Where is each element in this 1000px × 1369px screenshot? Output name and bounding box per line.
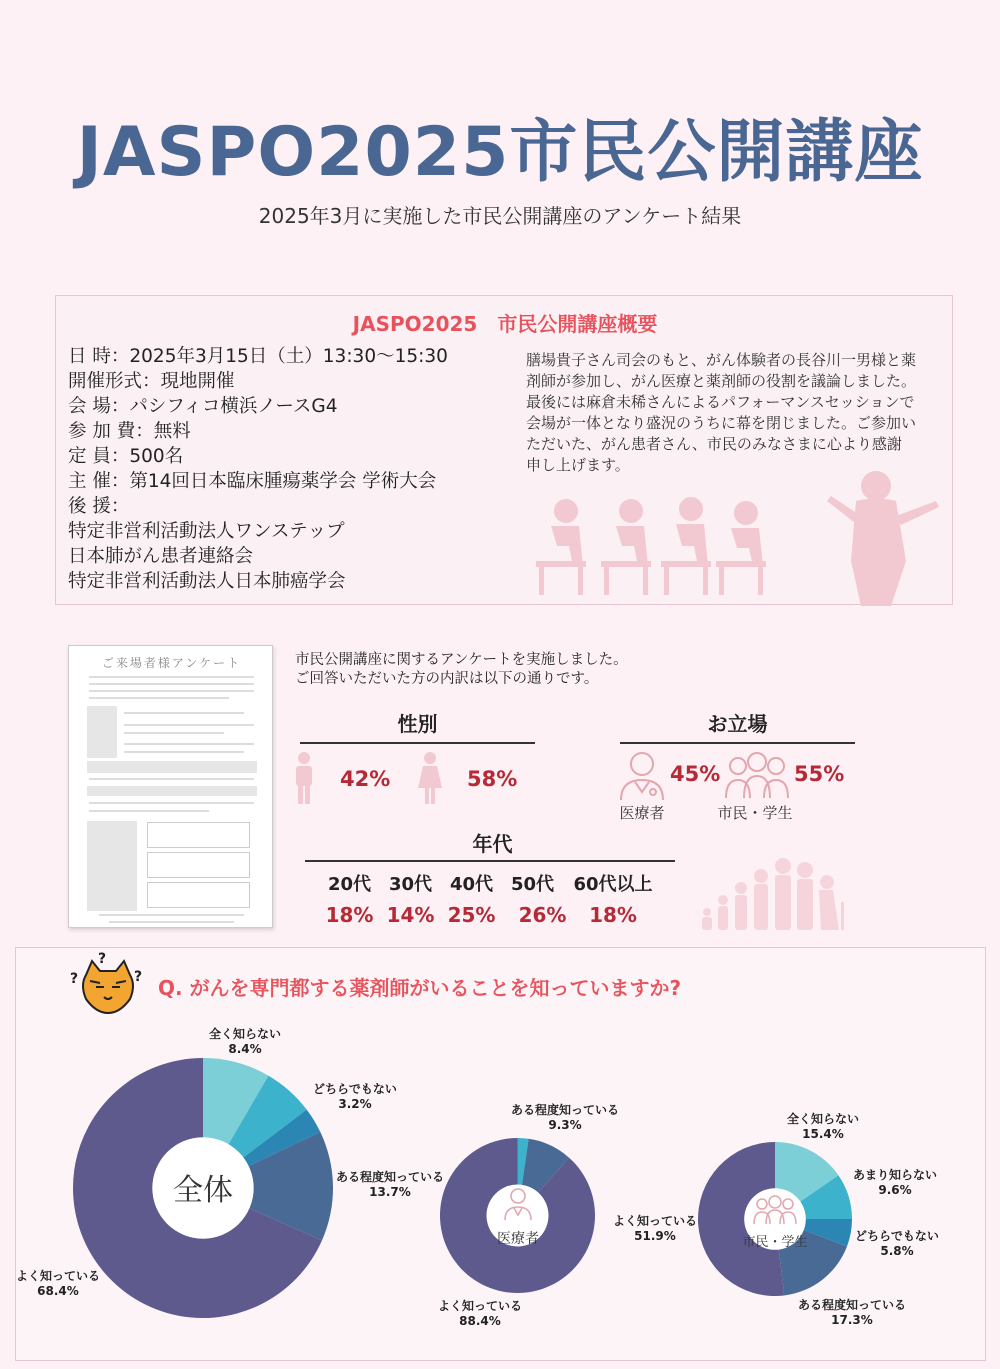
family-center-icon — [752, 1194, 798, 1224]
female-icon — [417, 752, 443, 804]
male-percentage: 42% — [340, 767, 391, 791]
pie-label-citizens-not-much — [835, 1168, 955, 1198]
pie-label-overall-not-at-all — [185, 1027, 305, 1057]
pie-center-label-overall: 全体 — [173, 1173, 233, 1208]
male-icon — [292, 752, 316, 804]
detail-supporter-2: 日本肺がん患者連絡会 — [68, 546, 254, 567]
pie-label-text: よく知っている — [15, 1269, 100, 1283]
pie-label-overall-somewhat — [330, 1170, 450, 1200]
pie-label-citizens-not-at-all — [763, 1112, 883, 1142]
overview-title: JASPO2025 市民公開講座概要 — [352, 312, 658, 336]
pie-label-medical-somewhat — [495, 1103, 635, 1133]
cat-question-icon — [68, 953, 148, 1017]
pie-label-pct: 9.6% — [878, 1183, 912, 1197]
pie-label-text: ある程度知っている — [335, 1170, 444, 1184]
detail-fee: 参 加 費：無料 — [68, 421, 191, 442]
age-label-40s: 40代 — [449, 874, 494, 895]
detail-support-heading: 後 援： — [68, 496, 130, 517]
pie-label-citizens-neither — [837, 1229, 957, 1259]
pie-label-text: どちらでもない — [313, 1082, 397, 1096]
pie-label-pct: 51.9% — [634, 1229, 676, 1243]
overview-description: 膳場貴子さん司会のもと、がん体験者の長谷川一男様と薬剤師が参加し、がん医療と薬剤師の役割を議論しました。最後には麻倉未稀さんによるパフォーマンスセッションで会場が一体となり盛況のうちに幕を閉じました。ご参加いただいた、がん患者さん、市民のみなさまに心より感謝申し上げます。 — [526, 351, 917, 474]
pie-label-text: あまり知らない — [852, 1168, 937, 1182]
pie-label-pct: 68.4% — [37, 1284, 79, 1298]
citizen-label: 市民・学生 — [717, 804, 793, 822]
svg-text:?: ? — [70, 971, 79, 987]
svg-text:?: ? — [134, 969, 143, 985]
pie-label-pct: 5.8% — [880, 1244, 914, 1258]
age-heading-rule — [305, 860, 675, 862]
survey-intro-line-1: 市民公開講座に関するアンケートを実施しました。 — [295, 652, 628, 668]
page-subtitle: 2025年3月に実施した市民公開講座のアンケート結果 — [258, 204, 742, 228]
pie-label-overall-well — [3, 1269, 113, 1299]
age-pct-60s-plus: 18% — [589, 903, 637, 927]
pie-label-text: ある程度知っている — [510, 1103, 619, 1117]
age-pct-50s: 26% — [518, 903, 567, 927]
female-percentage: 58% — [467, 767, 518, 791]
family-icon — [724, 750, 790, 798]
survey-form-thumbnail — [68, 645, 273, 928]
svg-text:?: ? — [98, 951, 107, 967]
pie-label-text: よく知っている — [437, 1299, 522, 1313]
doctor-icon — [617, 748, 667, 800]
pie-label-text: よく知っている — [612, 1214, 697, 1228]
doctor-center-icon — [502, 1186, 534, 1220]
age-heading: 年代 — [472, 832, 513, 856]
pie-label-pct: 88.4% — [459, 1314, 501, 1328]
panel-discussion-illustration — [531, 461, 951, 606]
age-pct-40s: 25% — [447, 903, 496, 927]
pie-label-pct: 13.7% — [369, 1185, 411, 1199]
age-pct-30s: 14% — [386, 903, 435, 927]
pie-label-text: どちらでもない — [855, 1229, 939, 1243]
question-text: Q. がんを専門都する薬剤師がいることを知っていますか? — [158, 976, 682, 1000]
gender-heading: 性別 — [397, 712, 438, 736]
detail-capacity: 定 員：500名 — [68, 446, 184, 467]
age-label-30s: 30代 — [388, 874, 433, 895]
pie-center-label-citizens: 市民・学生 — [742, 1235, 808, 1250]
position-heading-rule — [620, 742, 855, 744]
pie-label-text: ある程度知っている — [797, 1298, 906, 1312]
pie-label-text: 全く知らない — [208, 1027, 281, 1041]
pie-label-pct: 8.4% — [228, 1042, 262, 1056]
pie-center-label-medical: 医療者 — [497, 1231, 539, 1247]
age-label-20s: 20代 — [327, 874, 372, 895]
pie-label-medical-well — [420, 1299, 540, 1329]
pie-label-pct: 15.4% — [802, 1127, 844, 1141]
detail-format: 開催形式：現地開催 — [68, 371, 235, 392]
survey-form-title: ご来場者様アンケート — [101, 656, 242, 670]
position-heading: お立場 — [707, 712, 768, 736]
age-pct-20s: 18% — [325, 903, 374, 927]
pie-label-overall-neither — [295, 1082, 415, 1112]
detail-supporter-1: 特定非営利活動法人ワンステップ — [68, 521, 345, 542]
pie-label-pct: 9.3% — [548, 1118, 582, 1132]
age-label-50s: 50代 — [510, 874, 555, 895]
detail-supporter-3: 特定非営利活動法人日本肺癌学会 — [68, 571, 346, 592]
pie-label-pct: 3.2% — [338, 1097, 372, 1111]
age-label-60s-plus: 60代以上 — [573, 874, 653, 895]
pie-label-citizens-somewhat — [782, 1298, 922, 1328]
survey-intro-line-2: ご回答いただいた方の内訳は以下の通りです。 — [295, 671, 599, 687]
medical-percentage: 45% — [670, 762, 721, 786]
citizen-percentage: 55% — [794, 762, 845, 786]
page-title: JASPO2025市民公開講座 — [76, 113, 924, 192]
detail-organizer: 主 催：第14回日本臨床腫瘍薬学会 学術大会 — [68, 471, 437, 492]
overview-panel — [55, 295, 953, 605]
pie-label-pct: 17.3% — [831, 1313, 873, 1327]
pie-label-text: 全く知らない — [786, 1112, 859, 1126]
detail-date: 日 時：2025年3月15日（土）13:30～15:30 — [68, 346, 448, 367]
detail-venue: 会 場：パシフィコ横浜ノースG4 — [68, 396, 338, 417]
overview-details — [68, 344, 508, 594]
gender-heading-rule — [300, 742, 535, 744]
pie-label-citizens-well — [600, 1214, 710, 1244]
aging-silhouette-illustration — [697, 842, 847, 930]
medical-label: 医療者 — [619, 804, 665, 822]
survey-intro — [295, 651, 715, 689]
